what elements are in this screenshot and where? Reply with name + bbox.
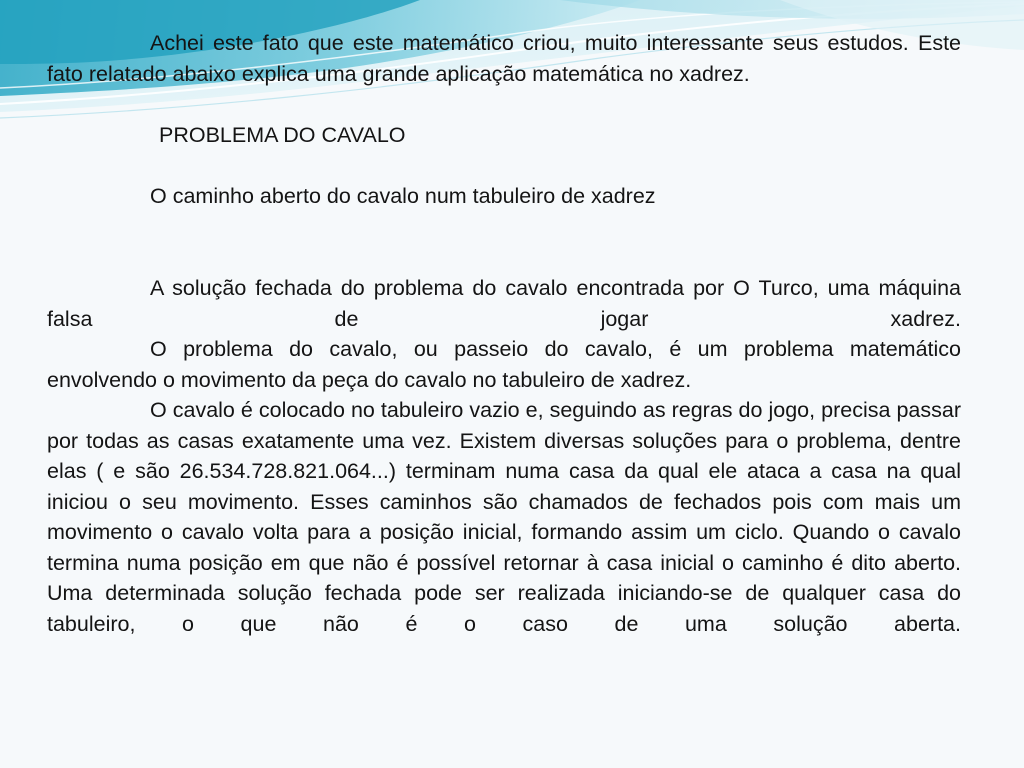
slide-text-content xyxy=(47,28,961,639)
definition-paragraph: O problema do cavalo, ou passeio do cavalo, é um problema matemático envolvendo o movimento da peça do cavalo no tabuleiro de xadrez. xyxy=(47,337,961,392)
spacer xyxy=(47,89,961,120)
explanation-paragraph: O cavalo é colocado no tabuleiro vazio e, seguindo as regras do jogo, precisa passar por todas as casas exatamente uma vez. Existem diversas soluções para o problema, dentre elas ( e são 26.534.728.821.064...) terminam numa casa da qual ele ataca a casa na qual iniciou o seu movimento. Esses caminhos são chamados de fechados pois com mais um movimento o cavalo volta para a posição inicial, formando assim um ciclo. Quando o cavalo termina numa posição em que não é possível retornar à casa inicial o caminho é dito aberto. Uma determinada solução fechada pode ser realizada iniciando-se de qualquer casa do tabuleiro, o que não é o caso de uma solução aberta. xyxy=(47,398,961,636)
intro-paragraph: Achei este fato que este matemático criou, muito interessante seus estudos. Este fato relatado abaixo explica uma grande aplicação matemática no xadrez. xyxy=(47,31,961,86)
section-heading: PROBLEMA DO CAVALO xyxy=(159,123,406,147)
spacer xyxy=(47,151,961,181)
section-subheading: O caminho aberto do cavalo num tabuleiro de xadrez xyxy=(150,183,656,208)
spacer xyxy=(47,211,961,273)
turk-paragraph: A solução fechada do problema do cavalo encontrada por O Turco, uma máquina falsa de jogar xadrez. xyxy=(47,276,961,331)
